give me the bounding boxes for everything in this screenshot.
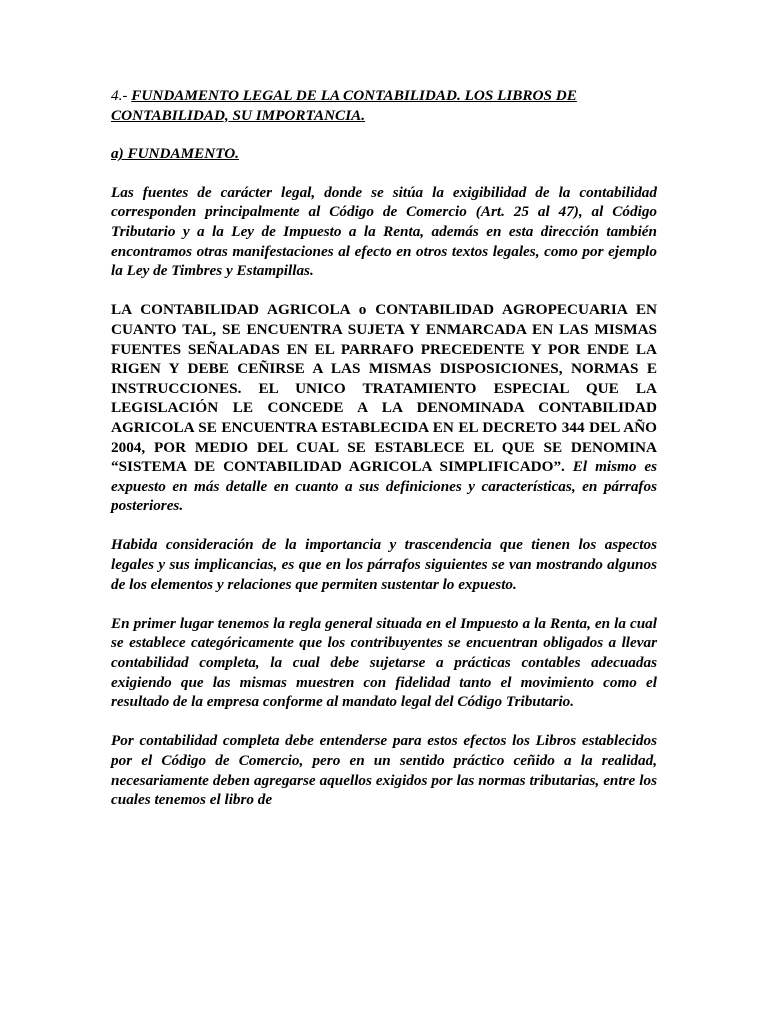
subsection-heading: a) FUNDAMENTO. bbox=[111, 145, 239, 163]
paragraph-agricultural-accounting bbox=[111, 300, 657, 516]
paragraph-legal-sources: Las fuentes de carácter legal, donde se sitúa la exigibilidad de la contabilidad corresponden principalmente al Código de Comercio (Art. 25 al 47), al Código Tributario y a la Ley de Impuesto a la Renta, además en esta dirección también encontramos otras manifestaciones al efecto en otros textos legales, como por ejemplo la Ley de Timbres y Estampillas. bbox=[111, 183, 657, 280]
paragraph-complete-accounting: Por contabilidad completa debe entenderse para estos efectos los Libros establecidos por el Código de Comercio, pero en un sentido práctico ceñido a la realidad, necesariamente deben agregarse aquellos exigidos por las normas tributarias, entre los cuales tenemos el libro de bbox=[111, 732, 657, 809]
document-page bbox=[111, 86, 657, 810]
paragraph-uppercase-text: LA CONTABILIDAD AGRICOLA o CONTABILIDAD AGROPECUARIA EN CUANTO TAL, SE ENCUENTRA SUJETA Y ENMARCADA EN LAS MISMAS FUENTES SEÑALADAS EN EL PARRAFO PRECEDENTE Y POR ENDE LA RIGEN Y DEBE CEÑIRSE A LAS MISMAS DISPOSICIONES, NORMAS E INSTRUCCIONES. EL UNICO TRATAMIENTO ESPECIAL QUE LA LEGISLACIÓN LE CONCEDE A LA DENOMINADA CONTABILIDAD AGRICOLA SE ENCUENTRA ESTABLECIDA EN EL DECRETO 344 DEL AÑO 2004, POR MEDIO DEL CUAL SE ESTABLECE EL QUE SE DENOMINA “SISTEMA DE CONTABILIDAD AGRICOLA SIMPLIFICADO”. bbox=[111, 301, 657, 476]
section-number: 4.- bbox=[111, 87, 128, 104]
section-heading bbox=[111, 86, 657, 125]
paragraph-legal-importance: Habida consideración de la importancia y trascendencia que tienen los aspectos legales y sus implicancias, es que en los párrafos siguientes se van mostrando algunos de los elementos y relaciones que permiten sustentar lo expuesto. bbox=[111, 536, 657, 593]
paragraph-general-rule: En primer lugar tenemos la regla general situada en el Impuesto a la Renta, en la cual se establece categóricamente que los contribuyentes se encuentran obligados a llevar contabilidad completa, la cual debe sujetarse a prácticas contables adecuadas exigiendo que las mismas muestren con fidelidad tanto el movimiento como el resultado de la empresa conforme al mandato legal del Código Tributario. bbox=[111, 614, 657, 711]
section-title: FUNDAMENTO LEGAL DE LA CONTABILIDAD. LOS LIBROS DE CONTABILIDAD, SU IMPORTANCIA. bbox=[111, 87, 577, 124]
paragraph-tail-text: El mismo es expuesto en más detalle en cuanto a sus definiciones y características, en párrafos posteriores. bbox=[111, 458, 658, 515]
